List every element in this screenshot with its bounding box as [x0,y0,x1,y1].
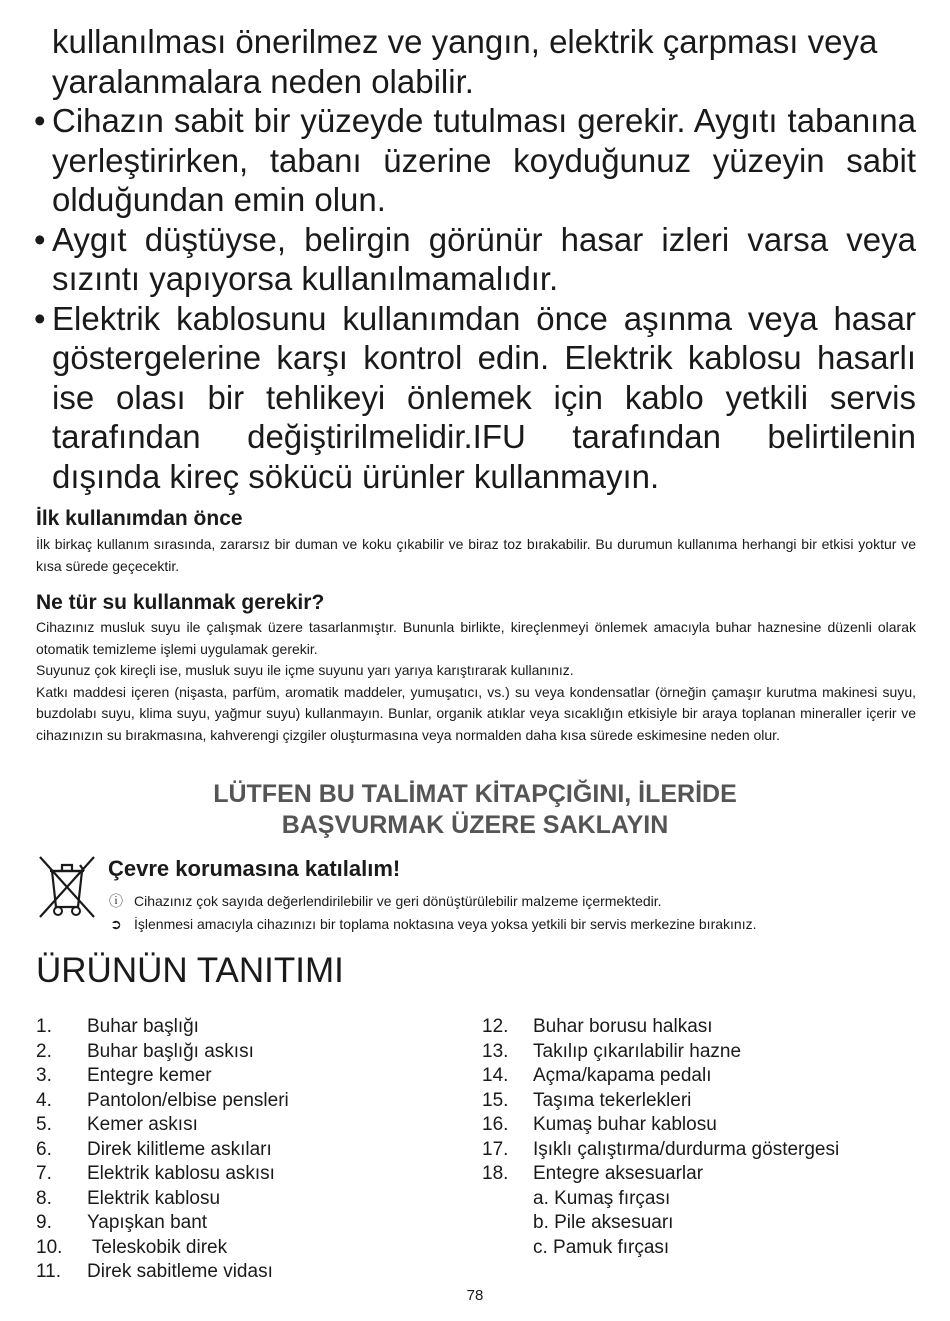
item-number: 2. [36,1040,52,1062]
parts-list-subitem: b. Pile aksesuarı [533,1212,674,1233]
parts-list-item [482,1015,839,1040]
item-label: Buhar başlığı [87,1016,199,1037]
parts-list-subitem: a. Kumaş fırçası [533,1187,671,1209]
item-number: 15. [482,1089,509,1111]
bullet-marker: • [34,102,46,139]
notice-line: LÜTFEN BU TALİMAT KİTAPÇIĞINI, İLERİDE [213,780,737,808]
parts-list-item [36,1211,289,1236]
item-label: Pantolon/elbise pensleri [87,1089,289,1111]
item-label: Takılıp çıkarılabilir hazne [533,1040,742,1062]
item-label: Buhar borusu halkası [533,1016,713,1037]
item-number: 12. [482,1016,509,1037]
safety-bullet [34,220,916,299]
keep-instructions-notice [0,779,950,841]
item-label: Taşıma tekerlekleri [533,1089,692,1111]
parts-list-item [482,1064,839,1089]
item-label: Direk sabitleme vidası [87,1261,273,1282]
parts-list-item [482,1113,839,1138]
item-label: Elektrik kablosu [87,1187,221,1209]
parts-list-subitem: c. Pamuk fırçası [533,1236,670,1258]
safety-line: yaralanmalara neden olabilir. [52,62,474,100]
parts-list-item [482,1040,839,1065]
item-number: 7. [36,1163,52,1184]
item-label: Açma/kapama pedalı [533,1065,712,1086]
item-number: 4. [36,1089,52,1111]
environment-disposal-text: İşlenmesi amacıyla cihazınızı bir toplama noktasına veya yoksa yetkili bir servis merkezine bırakınız. [134,916,757,932]
environment-info [108,892,662,911]
item-number: 8. [36,1187,52,1209]
item-number: 5. [36,1114,52,1135]
product-description-title: ÜRÜNÜN TANITIMI [36,951,344,990]
item-label: Buhar başlığı askısı [87,1040,254,1062]
parts-list-item [36,1162,289,1187]
parts-list-item [36,1015,289,1040]
safety-line: kullanılması önerilmez ve yangın, elektrik çarpması veya [52,23,878,60]
parts-list-item [36,1040,289,1065]
crossed-out-wheelie-bin-icon [36,855,98,921]
bullet-marker: • [34,299,46,337]
water-paragraph: Katkı maddesi içeren (nişasta, parfüm, aromatik maddeler, yumuşatıcı, vs.) su veya kondensatlar (örneğin çamaşır kurutma makinesi suyu, buzdolabı suyu, klima suyu, yağmur suyu) kullanmayın. Bunlar, organik atıklar veya sıcaklığın etkisiyle bir araya toplanan mineraller içerir ve cihazınızın su bırakmasına, kahverengi çizgiler oluşturmasına veya normalden daha kısa sürede eskimesine neden olur. [36,683,916,743]
safety-bullet [34,101,916,220]
item-label: Teleskobik direk [87,1236,228,1258]
parts-list-item [36,1064,289,1089]
safety-bullet-text: Cihazın sabit bir yüzeyde tutulması gerekir. Aygıtı tabanına yerleştirirken, tabanı üzerine koyduğunuz yüzeyin sabit olduğundan emin olun. [52,102,916,218]
water-body [36,617,916,746]
notice-line: BAŞVURMAK ÜZERE SAKLAYIN [281,811,669,839]
parts-list-item [36,1260,289,1285]
arrow-icon: ➲ [110,917,122,933]
item-number: 3. [36,1065,52,1086]
safety-bullet [34,299,916,497]
parts-list-item [482,1138,839,1163]
parts-list-item [36,1113,289,1138]
item-label: Kemer askısı [87,1114,198,1135]
first-use-text: İlk birkaç kullanım sırasında, zararsız bir duman ve koku çıkabilir ve biraz toz bırakabilir. Bu durumun kullanıma herhangi bir etkisi yoktur ve kısa sürede geçecektir. [36,536,916,574]
safety-bullet-text: Elektrik kablosunu kullanımdan önce aşınma veya hasar göstergelerine karşı kontrol edin. Elektrik kablosu hasarlı ise olası bir tehlikeyi önlemek için kablo yetkili servis tarafından değiştirilmelidir.IFU tarafından belirtilenin dışında kireç sökücü ürünler kullanmayın. [52,299,916,495]
item-label: Entegre kemer [87,1065,212,1086]
bullet-marker: • [34,220,46,258]
item-label: Entegre aksesuarlar [533,1163,704,1184]
item-number: 17. [482,1138,509,1160]
water-paragraph: Suyunuz çok kireçli ise, musluk suyu ile içme suyunu yarı yarıya karıştırarak kullanınız. [36,662,574,678]
water-heading: Ne tür su kullanmak gerekir? [36,591,325,614]
safety-instructions [34,22,916,496]
item-number: 18. [482,1163,509,1184]
parts-list-item [36,1138,289,1163]
first-use-body [36,534,916,577]
first-use-heading: İlk kullanımdan önce [36,507,243,530]
page-number: 78 [466,1287,484,1304]
parts-list-item [482,1089,839,1114]
item-number: 13. [482,1040,509,1062]
environment-heading: Çevre korumasına katılalım! [108,856,401,881]
parts-list-item [36,1236,289,1261]
item-label: Yapışkan bant [87,1212,208,1233]
item-number: 10. [36,1236,63,1258]
item-label: Işıklı çalıştırma/durdurma göstergesi [533,1138,840,1160]
parts-list-right [482,1015,839,1260]
item-number: 1. [36,1016,52,1037]
item-label: Direk kilitleme askıları [87,1138,272,1160]
item-label: Elektrik kablosu askısı [87,1163,275,1184]
water-paragraph: Cihazınız musluk suyu ile çalışmak üzere tasarlanmıştır. Bununla birlikte, kireçlenmeyi önlemek amacıyla buhar haznesine düzenli olarak otomatik temizleme işlemi uygulamak gerekir. [36,619,916,657]
item-number: 9. [36,1212,52,1233]
item-number: 11. [36,1261,62,1282]
safety-bullet-text: Aygıt düştüyse, belirgin görünür hasar izleri varsa veya sızıntı yapıyorsa kullanılmamalıdır. [52,220,916,297]
item-number: 6. [36,1138,52,1160]
parts-list-left [36,1015,289,1285]
item-number: 16. [482,1114,509,1135]
parts-list-item [36,1089,289,1114]
environment-info-text: Cihazınız çok sayıda değerlendirilebilir ve geri dönüştürülebilir malzeme içermektedir. [134,893,662,909]
item-number: 14. [482,1065,509,1086]
environment-disposal [108,915,756,934]
parts-list-item [36,1187,289,1212]
parts-list-item [482,1162,839,1187]
info-icon: ⓘ [109,894,123,910]
item-label: Kumaş buhar kablosu [533,1114,717,1135]
